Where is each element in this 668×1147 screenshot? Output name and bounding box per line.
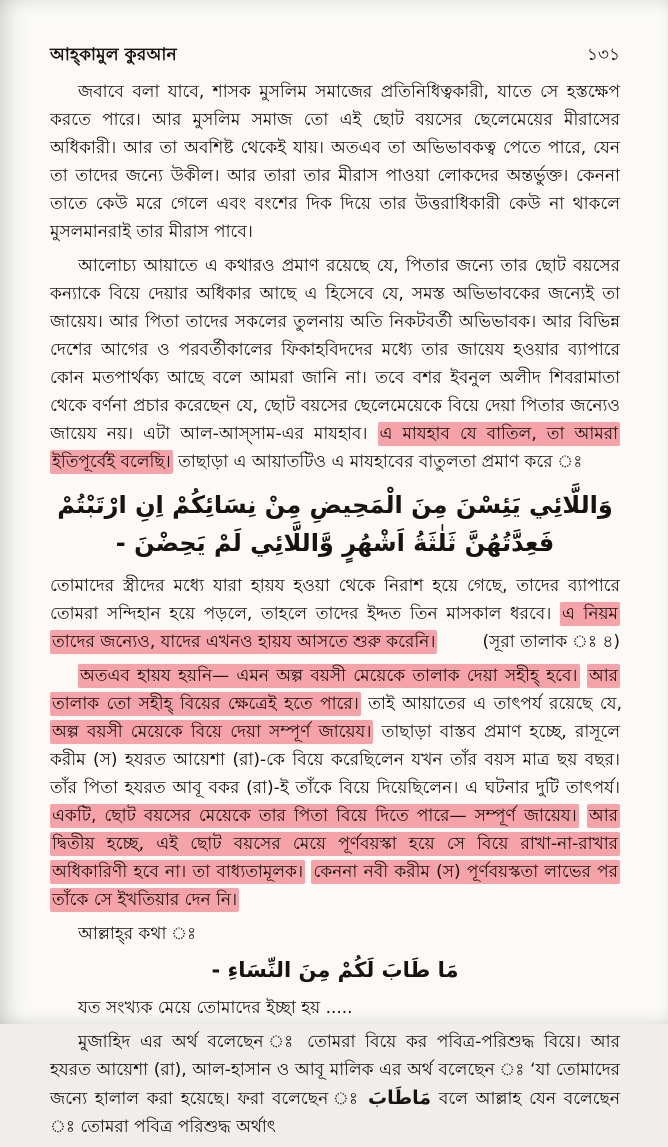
text-run: বলে আল্লাহ যেন বলেছেন ঃ তোমরা পবিত্র পরিশুদ্ধ অর্থাৎ <box>50 1089 620 1137</box>
paragraph-ruler-representative <box>50 78 620 246</box>
text-run: আল্লাহ্‌র কথা ঃ <box>78 924 197 944</box>
text-run: তাছাড়া এ আয়াতটিও এ মাযহাবের বাতুলতা প্রমাণ করে ঃ <box>172 452 583 472</box>
text-run <box>580 666 587 686</box>
text-run <box>579 806 587 826</box>
running-head-book-title: আহ্‌কামুল কুরআন <box>50 45 177 65</box>
text-run: জবাবে বলা যাবে, শাসক মুসলিম সমাজের প্রতিনিধিত্বকারী, যাতে সে হস্তক্ষেপ করতে পারে। আর মুসলিম সমাজ তো এই ছোট বয়সের ছেলেমেয়ের মীরাসের অধিকারী। আর তা অবশিষ্ট থেকেই যায়। অতএব তা অভিভাবকত্ব পেতে পারে, যেন তা তাদের জন্যে উকীল। আর তারা তার মীরাস পাওয়া লোকদের অন্তর্ভুক্ত। কেননা তাতে কেউ মরে গেলে এবং বংশের দিক দিয়ে তার উত্তরাধিকারী কেউ না থাকলে মুসলমানরাই তার মীরাস পাবে। <box>50 82 620 242</box>
highlighted-text: আর দ্বিতীয় হচ্ছে, এই ছোট বয়সের মেয়ে পূর্ণবয়স্কা হয়ে সে বিয়ে রাখা-না-রাখার অধিকারিণী হবে না। তা বাধ্যতামূলক। <box>52 806 618 882</box>
verse-reference: (সূরা তালাক ঃ ৪) <box>482 632 620 652</box>
highlighted-text: আর তালাক তো সহীহ্‌ বিয়ের ক্ষেত্রেই হতে পারে। <box>52 666 618 714</box>
text-run: আলোচ্য আয়াতে এ কথারও প্রমাণ রয়েছে যে, পিতার জন্যে তার ছোট বয়সের কন্যাকে বিয়ে দেয়ার অধিকার আছে এ হিসেবে যে, সমস্ত অভিভাবকের জন্যেই তা জায়েয। আর পিতা তাদের সকলের তুলনায় অতি নিকটবর্তী অভিভাবক। আর বিভিন্ন দেশের আগের ও পরবর্তীকালের ফিকাহবিদদের মধ্যে তার জায়েয হওয়ার ব্যাপারে কোন মতপার্থক্য আছে বলে আমরা জানি না। তবে বশর ইবনুল অলীদ শিবরামাতা থেকে বর্ণনা প্রচার করেছেন যে, ছোট বয়সের ছেলেমেয়েকে বিয়ে দেয়া পিতার জন্যেও জায়েয নয়। এটা আল-আস্‌সাম-এর মাযহাব। <box>50 256 620 444</box>
highlighted-text: এ মাযহাব যে বাতিল, তা আমরা ইতিপূর্বেই বলেছি। <box>52 424 618 472</box>
highlighted-text: একটি, ছোট বয়সের মেয়েকে তার পিতা বিয়ে দিতে পারে— সম্পূর্ণ জায়েয। <box>52 806 577 826</box>
page-body <box>50 78 620 1147</box>
highlighted-text: অল্প বয়সী মেয়েকে বিয়ে দেয়া সম্পূর্ণ জায়েয। <box>52 722 372 742</box>
arabic-phrase-text: مَا طَابَ لَكُمْ مِنَ النِّسَاءِ - <box>211 958 459 982</box>
paragraph-father-guardianship <box>50 252 620 476</box>
text-run: তাছাড়া বাস্তব প্রমাণ হচ্ছে, রাসূলে করীম (স) হযরত আয়েশা (রা)-কে বিয়ে করেছিলেন যখন তাঁর বয়স মাত্র ছয় বছর। তাঁর পিতা হযরত আবূ বকর (রা)-ই তাঁকে বিয়ে দিয়েছিলেন। এ ঘটনার দুটি তাৎপর্য। <box>50 722 621 798</box>
text-run: মুজাহিদ এর অর্থ বলেছেন ঃ তোমরা বিয়ে কর পবিত্র-পরিশুদ্ধ বিয়ে। আর হযরত আয়েশা (রা), আল-হাসান ও আবূ মালিক এর অর্থ বলেছেন ঃ ‘যা তোমাদের জন্যে হালাল করা হয়েছে। ফরা বলেছেন ঃ <box>50 1032 620 1109</box>
arabic-verse-talaq-4 <box>50 486 620 562</box>
arabic-verse-text: وَاللَّائِي يَئِسْنَ مِنَ الْمَحِيضِ مِنْ نِسَائِكُمْ اِنِ ارْتَبْتُمْ فَعِدَّتُهُنَّ ثَلٰثَةُ اَشْهُرٍ وَّاللَّائِي لَمْ يَحِضْنَ - <box>57 491 613 557</box>
paragraph-mujahid-interpretation <box>50 1028 620 1141</box>
arabic-inline-ma-taba: مَاطَابَ <box>368 1087 432 1109</box>
highlighted-text: এ নিয়ম তাদের জন্যেও, যাদের এখনও হায়য আসতে শুরু করেনি। <box>52 604 618 652</box>
text-run: তাই আয়াতের এ তাৎপর্য রয়েছে যে, <box>360 694 622 714</box>
paragraph-ruling-ayesha <box>50 662 620 914</box>
highlighted-text: কেননা নবী করীম (স) পূর্ণবয়স্কতা লাভের পর তাঁকে সে ইখতিয়ার দেন নি। <box>52 862 618 910</box>
text-run: যত সংখ্যক মেয়ে তোমাদের ইচ্ছা হয় ..... <box>78 998 353 1018</box>
text-run: তোমাদের স্ত্রীদের মধ্যে যারা হায়য হওয়া থেকে নিরাশ হয়ে গেছে, তাদের ব্যাপারে তোমরা সন্দিহান হয়ে পড়লে, তাহলে তাদের ইদ্দত তিন মাসকাল ধরবে। <box>50 576 620 624</box>
arabic-phrase-ma-taba <box>50 954 620 986</box>
page-number: ১৩১ <box>586 45 620 65</box>
page-header <box>50 42 620 70</box>
paragraph-phrase-translation <box>50 994 620 1022</box>
highlighted-text: অতএব হায়য হয়নি— এমন অল্প বয়সী মেয়েকে তালাক দেয়া সহীহ্‌ হবে। <box>80 666 578 686</box>
label-allahs-words <box>50 920 620 948</box>
paragraph-translation-talaq-4 <box>50 572 620 656</box>
